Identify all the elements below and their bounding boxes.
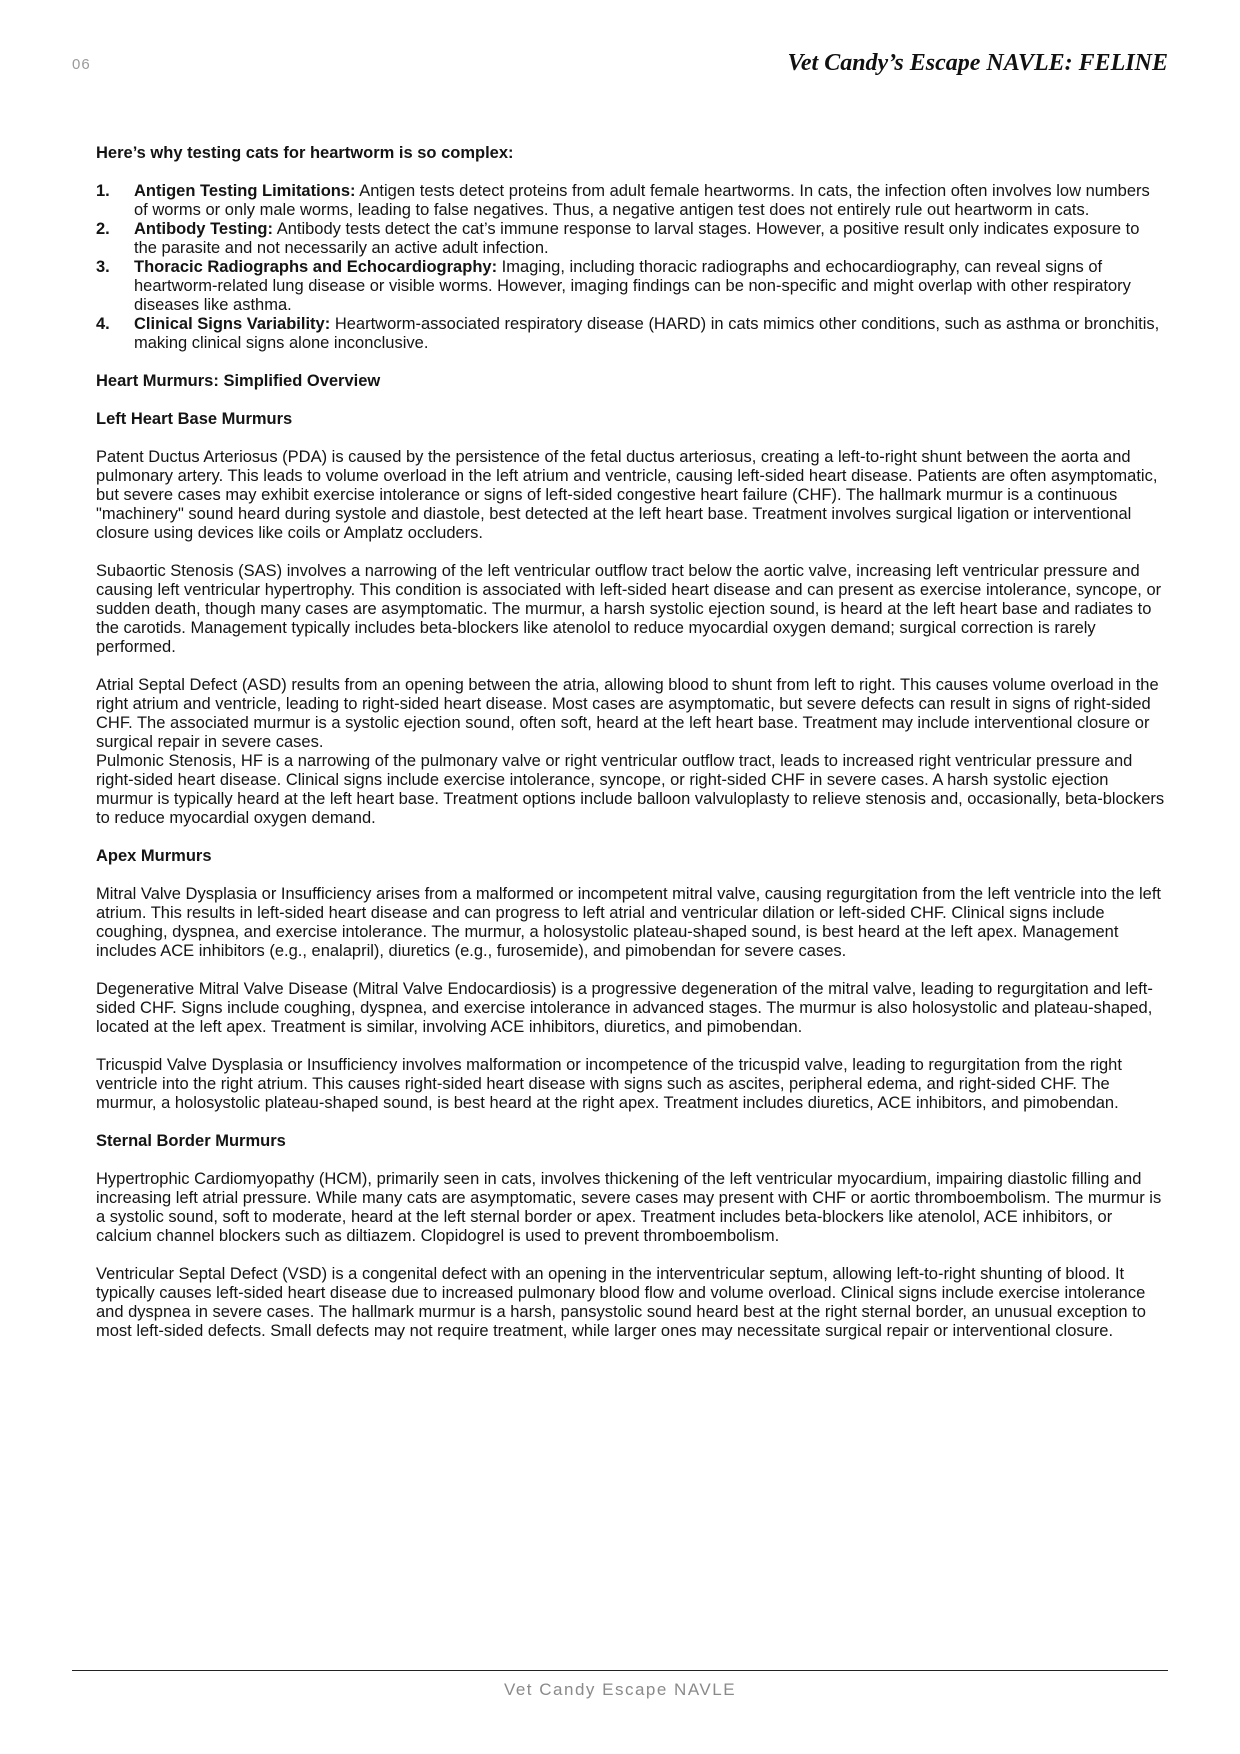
- list-item-text: Antigen tests detect proteins from adult female heartworms. In cats, the infection often involves low numbers of worms or only male worms, leading to false negatives. Thus, a negative antigen test does not entirely rule out heartworm in cats.: [134, 182, 1150, 219]
- paragraph-hcm: Hypertrophic Cardiomyopathy (HCM), primarily seen in cats, involves thickening of the left ventricular myocardium, impairing diastolic filling and increasing left atrial pressure. While many cats are asymptomatic, severe cases may present with CHF or aortic thromboembolism. The murmur is a systolic sound, soft to moderate, heard at the left sternal border or apex. Treatment includes beta-blockers like atenolol, ACE inhibitors, or calcium channel blockers such as diltiazem. Clopidogrel is used to prevent thromboembolism.: [96, 1170, 1162, 1245]
- paragraph-vsd: Ventricular Septal Defect (VSD) is a congenital defect with an opening in the interventricular septum, allowing left-to-right shunting of blood. It typically causes left-sided heart disease due to increased pulmonary blood flow and volume overload. Clinical signs include exercise intolerance and dyspnea in severe cases. The hallmark murmur is a harsh, pansystolic sound heard best at the right sternal border, an unusual exception to most left-sided defects. Small defects may not require treatment, while larger ones may necessitate surgical repair or interventional closure.: [96, 1265, 1146, 1340]
- list-item: [96, 220, 1166, 258]
- paragraph-ps: Pulmonic Stenosis, HF is a narrowing of the pulmonary valve or right ventricular outflow tract, leads to increased right ventricular pressure and right-sided heart disease. Clinical signs include exercise intolerance, syncope, or right-sided CHF in severe cases. A harsh systolic ejection murmur is typically heard at the left heart base. Treatment options include balloon valvuloplasty to relieve stenosis and, occasionally, beta-blockers to reduce myocardial oxygen demand.: [96, 752, 1165, 827]
- list-item: [96, 315, 1166, 353]
- paragraph-sas: Subaortic Stenosis (SAS) involves a narrowing of the left ventricular outflow tract below the aortic valve, increasing left ventricular pressure and causing left ventricular hypertrophy. This condition is associated with left-sided heart disease and can present as exercise intolerance, syncope, or sudden death, though many cases are asymptomatic. The murmur, a harsh systolic ejection sound, is heard at the left heart base and radiates to the carotids. Management typically includes beta-blockers like atenolol to reduce myocardial oxygen demand; surgical correction is rarely performed.: [96, 562, 1162, 656]
- list-number: 3.: [96, 258, 110, 276]
- paragraph-asd: Atrial Septal Defect (ASD) results from an opening between the atria, allowing blood to shunt from left to right. This causes volume overload in the right atrium and ventricle, leading to right-sided heart disease. Most cases are asymptomatic, but severe defects can result in signs of right-sided CHF. The associated murmur is a systolic ejection sound, often soft, heard at the left heart base. Treatment may include interventional closure or surgical repair in severe cases.: [96, 676, 1159, 751]
- intro-heading: Here’s why testing cats for heartworm is so complex:: [96, 144, 514, 162]
- footer-divider: [72, 1670, 1168, 1671]
- paragraph-pda: Patent Ductus Arteriosus (PDA) is caused by the persistence of the fetal ductus arteriosus, creating a left-to-right shunt between the aorta and pulmonary artery. This leads to volume overload in the left atrium and ventricle, causing left-sided heart disease. Patients are often asymptomatic, but severe cases may exhibit exercise intolerance or signs of left-sided congestive heart failure (CHF). The hallmark murmur is a continuous "machinery" sound heard during systole and diastole, best detected at the left heart base. Treatment involves surgical ligation or interventional closure using devices like coils or Amplatz occluders.: [96, 448, 1158, 542]
- subheading-left-base: Left Heart Base Murmurs: [96, 410, 293, 428]
- list-item-lead: Thoracic Radiographs and Echocardiography:: [134, 258, 498, 276]
- paragraph-mvd: Mitral Valve Dysplasia or Insufficiency arises from a malformed or incompetent mitral valve, causing regurgitation from the left ventricle into the left atrium. This results in left-sided heart disease and can progress to left atrial and ventricular dilation or left-sided CHF. Clinical signs include coughing, dyspnea, and exercise intolerance. The murmur, a holosystolic plateau-shaped sound, is best heard at the left apex. Management includes ACE inhibitors (e.g., enalapril), diuretics (e.g., furosemide), and pimobendan for severe cases.: [96, 885, 1161, 960]
- subheading-sternal: Sternal Border Murmurs: [96, 1132, 286, 1150]
- list-number: 4.: [96, 315, 110, 333]
- paragraph-dmvd: Degenerative Mitral Valve Disease (Mitral Valve Endocardiosis) is a progressive degeneration of the mitral valve, leading to regurgitation and left-sided CHF. Signs include coughing, dyspnea, and exercise intolerance in advanced stages. The murmur is also holosystolic and plateau-shaped, located at the left apex. Treatment is similar, involving ACE inhibitors, diuretics, and pimobendan.: [96, 980, 1153, 1036]
- list-item: [96, 182, 1166, 220]
- paragraph-tvd: Tricuspid Valve Dysplasia or Insufficiency involves malformation or incompetence of the tricuspid valve, leading to regurgitation from the right ventricle into the right atrium. This causes right-sided heart disease with signs such as ascites, peripheral edema, and right-sided CHF. The murmur, a holosystolic plateau-shaped sound, is best heard at the right apex. Treatment includes diuretics, ACE inhibitors, and pimobendan.: [96, 1056, 1122, 1112]
- list-item-text: Imaging, including thoracic radiographs and echocardiography, can reveal signs of heartworm-related lung disease or visible worms. However, imaging findings can be non-specific and might overlap with other respiratory diseases like asthma.: [134, 258, 1131, 314]
- footer-text: Vet Candy Escape NAVLE: [503, 1680, 737, 1699]
- list-item-lead: Antigen Testing Limitations:: [134, 182, 356, 200]
- list-item-lead: Antibody Testing:: [134, 220, 274, 238]
- list-item-text: Antibody tests detect the cat’s immune response to larval stages. However, a positive result only indicates exposure to the parasite and not necessarily an active adult infection.: [134, 220, 1140, 257]
- page-number: 06: [72, 56, 91, 73]
- running-title: Vet Candy’s Escape NAVLE: FELINE: [787, 50, 1168, 76]
- list-item: [96, 258, 1166, 315]
- list-item-text: Heartworm-associated respiratory disease (HARD) in cats mimics other conditions, such as asthma or bronchitis, making clinical signs alone inconclusive.: [134, 315, 1160, 352]
- page-content: [96, 144, 1166, 1341]
- testing-reasons-list: [96, 182, 1166, 353]
- list-item-lead: Clinical Signs Variability:: [134, 315, 331, 333]
- section-heading-murmurs: Heart Murmurs: Simplified Overview: [96, 372, 381, 390]
- list-number: 2.: [96, 220, 110, 238]
- subheading-apex: Apex Murmurs: [96, 847, 212, 865]
- list-number: 1.: [96, 182, 110, 200]
